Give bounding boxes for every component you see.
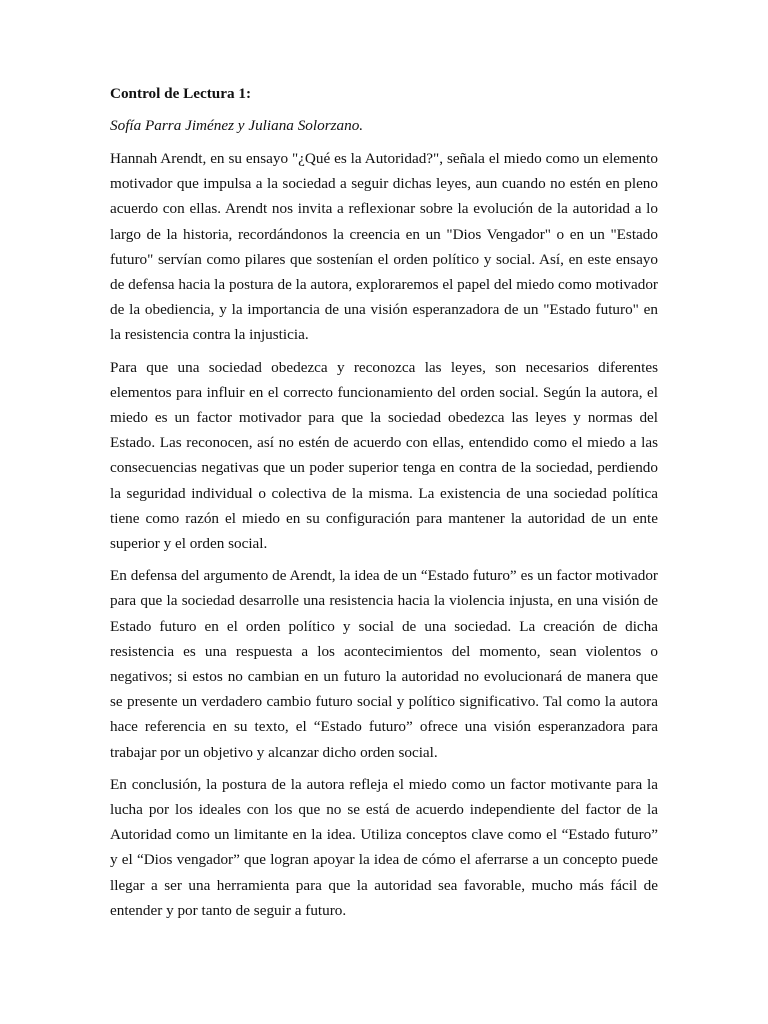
paragraph-future-state: En defensa del argumento de Arendt, la idea de un “Estado futuro” es un factor motivador para que la sociedad desarrolle una resistencia hacia la violencia injusta, en una visión de Estado futuro en el orden político y social de una sociedad. La creación de dicha resistencia es una respuesta a los acontecimientos del momento, sean violentos o negativos; si estos no cambian en un futuro la autoridad no evolucionará de manera que se presente un verdadero cambio futuro social y político significativo. Tal como la autora hace referencia en su texto, el “Estado futuro” ofrece una visión esperanzadora para trabajar por un objetivo y alcanzar dicho orden social. bbox=[110, 567, 658, 761]
paragraph-fear-obedience: Para que una sociedad obedezca y reconozca las leyes, son necesarios diferentes elementos para influir en el correcto funcionamiento del orden social. Según la autora, el miedo es un factor motivador para que la sociedad obedezca las leyes y normas del Estado. Las reconocen, así no estén de acuerdo con ellas, entendido como el miedo a las consecuencias negativas que un poder superior tenga en contra de la sociedad, perdiendo la seguridad individual o colectiva de la misma. La existencia de una sociedad política tiene como razón el miedo en su configuración para mantener la autoridad de un ente superior y el orden social. bbox=[110, 358, 658, 553]
paragraph-introduction: Hannah Arendt, en su ensayo "¿Qué es la Autoridad?", señala el miedo como un elemento motivador que impulsa a la sociedad a seguir dichas leyes, aun cuando no estén en pleno acuerdo con ellas. Arendt nos invita a reflexionar sobre la evolución de la autoridad a lo largo de la historia, recordándonos la creencia en un "Dios Vengador" o en un "Estado futuro" servían como pilares que sostenían el orden político y social. Así, en este ensayo de defensa hacia la postura de la autora, exploraremos el papel del miedo como motivador de la obediencia, y la importancia de una visión esperanzadora de un "Estado futuro" en la resistencia contra la injusticia. bbox=[110, 150, 658, 344]
document-page bbox=[110, 84, 658, 930]
paragraph-conclusion: En conclusión, la postura de la autora refleja el miedo como un factor motivante para la lucha por los ideales con los que no se está de acuerdo independiente del factor de la Autoridad como un limitante en la idea. Utiliza conceptos clave como el “Estado futuro” y el “Dios vengador” que logran apoyar la idea de cómo el aferrarse a un concepto puede llegar a ser una herramienta para que la autoridad sea favorable, mucho más fácil de entender y por tanto de seguir a futuro. bbox=[110, 775, 658, 919]
document-authors: Sofía Parra Jiménez y Juliana Solorzano. bbox=[110, 117, 364, 134]
document-title: Control de Lectura 1: bbox=[110, 85, 252, 102]
